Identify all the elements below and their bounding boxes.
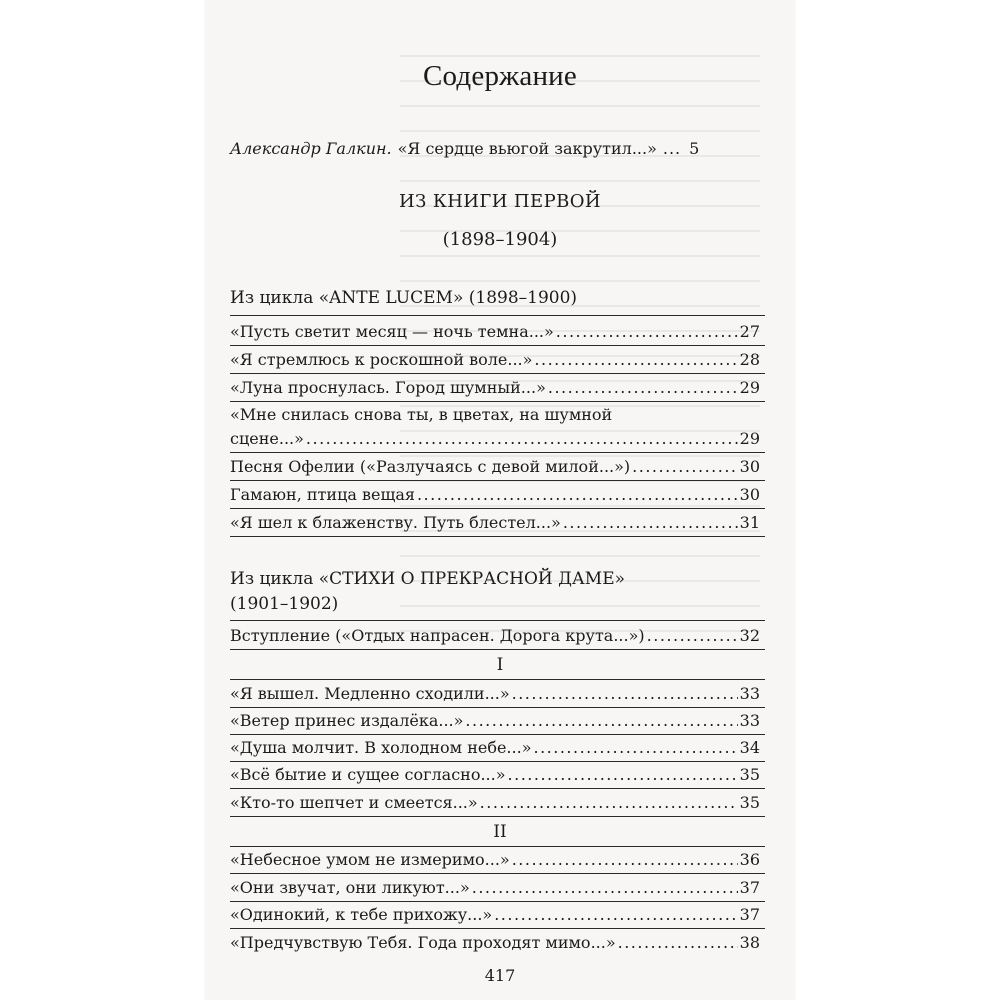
entry-page: 37 — [739, 905, 760, 924]
toc-entry[interactable] — [230, 455, 760, 479]
dot-leader — [534, 348, 737, 372]
section-rule — [230, 620, 765, 621]
entry-title: Песня Офелии («Разлучаясь с девой милой...») — [230, 457, 631, 476]
dot-leader — [533, 736, 737, 760]
entry-title: «Я шел к блаженству. Путь блестел...» — [230, 513, 561, 532]
entry-title: сцене...» — [230, 429, 304, 448]
cycle-heading: Из цикла «СТИХИ О ПРЕКРАСНОЙ ДАМЕ» — [230, 569, 626, 589]
entry-page: 28 — [739, 350, 760, 369]
entry-title: «Всё бытие и сущее согласно...» — [230, 765, 506, 784]
entry-rule — [230, 401, 765, 402]
cycle-years: (1901–1902) — [230, 594, 339, 614]
entry-page: 35 — [739, 793, 760, 812]
book-heading: ИЗ КНИГИ ПЕРВОЙ — [399, 191, 601, 212]
book-page — [205, 0, 795, 1000]
entry-page: 33 — [739, 711, 760, 730]
entry-title: Вступление («Отдых напрасен. Дорога крута...») — [230, 626, 645, 645]
entry-rule — [230, 901, 765, 902]
dot-leader — [494, 903, 737, 927]
entry-page: 34 — [739, 738, 760, 757]
entry-page: 36 — [739, 850, 760, 869]
intro-title: «Я сердце вьюгой закрутил...» — [397, 139, 657, 158]
entry-title: «Луна проснулась. Город шумный...» — [230, 378, 546, 397]
toc-entry[interactable] — [230, 848, 760, 872]
entry-rule — [230, 536, 765, 537]
entry-rule — [230, 649, 765, 650]
intro-entry[interactable] — [230, 138, 760, 160]
dot-leader — [563, 511, 738, 535]
page-title: Содержание — [423, 60, 577, 92]
entry-title: «Пусть светит месяц — ночь темна...» — [230, 322, 554, 341]
part-numeral: I — [496, 655, 504, 675]
entry-rule — [230, 928, 765, 929]
entry-title: «Кто-то шепчет и смеется...» — [230, 793, 478, 812]
entry-title-line1: «Мне снилась снова ты, в цветах, на шумной — [230, 405, 613, 424]
entry-page: 33 — [739, 684, 760, 703]
dot-leader — [618, 931, 738, 955]
entry-title: «Я вышел. Медленно сходили...» — [230, 684, 510, 703]
dot-leader — [306, 427, 738, 451]
dot-leader — [556, 320, 738, 344]
entry-title: «Они звучат, они ликуют...» — [230, 878, 470, 897]
dot-leader — [480, 791, 738, 815]
toc-entry[interactable] — [230, 511, 760, 535]
section-rule — [230, 315, 765, 316]
dot-leader — [472, 876, 738, 900]
toc-entry[interactable] — [230, 624, 760, 648]
entry-page: 29 — [739, 378, 760, 397]
entry-title: «Небесное умом не измеримо...» — [230, 850, 510, 869]
entry-page: 37 — [739, 878, 760, 897]
entry-page: 35 — [739, 765, 760, 784]
dot-leader — [548, 376, 738, 400]
dot-leader — [508, 763, 738, 787]
page-number: 417 — [484, 966, 516, 985]
intro-author: Александр Галкин. — [230, 139, 392, 158]
toc-entry[interactable] — [230, 682, 760, 706]
entry-title: Гамаюн, птица вещая — [230, 485, 415, 504]
toc-entry[interactable] — [230, 931, 760, 955]
toc-entry[interactable] — [230, 709, 760, 733]
entry-rule — [230, 452, 765, 453]
toc-entry[interactable] — [230, 376, 760, 400]
dot-leader — [512, 682, 738, 706]
entry-title: «Одинокий, к тебе прихожу...» — [230, 905, 493, 924]
dot-leader — [512, 848, 738, 872]
entry-page: 38 — [739, 933, 760, 952]
entry-page: 30 — [739, 457, 760, 476]
entry-rule — [230, 508, 765, 509]
toc-entry[interactable] — [230, 791, 760, 815]
toc-entry[interactable] — [230, 483, 760, 507]
dot-leader — [417, 483, 738, 507]
entry-title: «Я стремлюсь к роскошной воле...» — [230, 350, 533, 369]
dot-leader — [647, 624, 738, 648]
entry-page: 30 — [739, 485, 760, 504]
book-years: (1898–1904) — [442, 229, 558, 250]
dot-leader: ... — [662, 139, 682, 158]
entry-rule — [230, 734, 765, 735]
toc-entry[interactable] — [230, 903, 760, 927]
entry-title: «Душа молчит. В холодном небе...» — [230, 738, 532, 757]
toc-entry[interactable] — [230, 427, 760, 451]
entry-rule — [230, 345, 765, 346]
intro-page: 5 — [689, 139, 700, 158]
entry-rule — [230, 679, 765, 680]
cycle-heading: Из цикла «ANTE LUCEM» (1898–1900) — [230, 288, 578, 308]
toc-entry[interactable] — [230, 320, 760, 344]
dot-leader — [632, 455, 738, 479]
toc-entry[interactable] — [230, 876, 760, 900]
entry-rule — [230, 480, 765, 481]
entry-page: 29 — [739, 429, 760, 448]
entry-page: 27 — [739, 322, 760, 341]
entry-page: 31 — [739, 513, 760, 532]
entry-rule — [230, 788, 765, 789]
part-numeral: II — [493, 822, 507, 842]
entry-title: «Ветер принес издалёка...» — [230, 711, 464, 730]
entry-rule — [230, 373, 765, 374]
entry-page: 32 — [739, 626, 760, 645]
dot-leader — [465, 709, 737, 733]
entry-rule — [230, 846, 765, 847]
entry-title: «Предчувствую Тебя. Года проходят мимо...» — [230, 933, 616, 952]
toc-entry[interactable] — [230, 736, 760, 760]
entry-rule — [230, 761, 765, 762]
entry-rule — [230, 816, 765, 817]
toc-entry[interactable] — [230, 348, 760, 372]
toc-entry[interactable] — [230, 763, 760, 787]
entry-rule — [230, 707, 765, 708]
entry-rule — [230, 873, 765, 874]
